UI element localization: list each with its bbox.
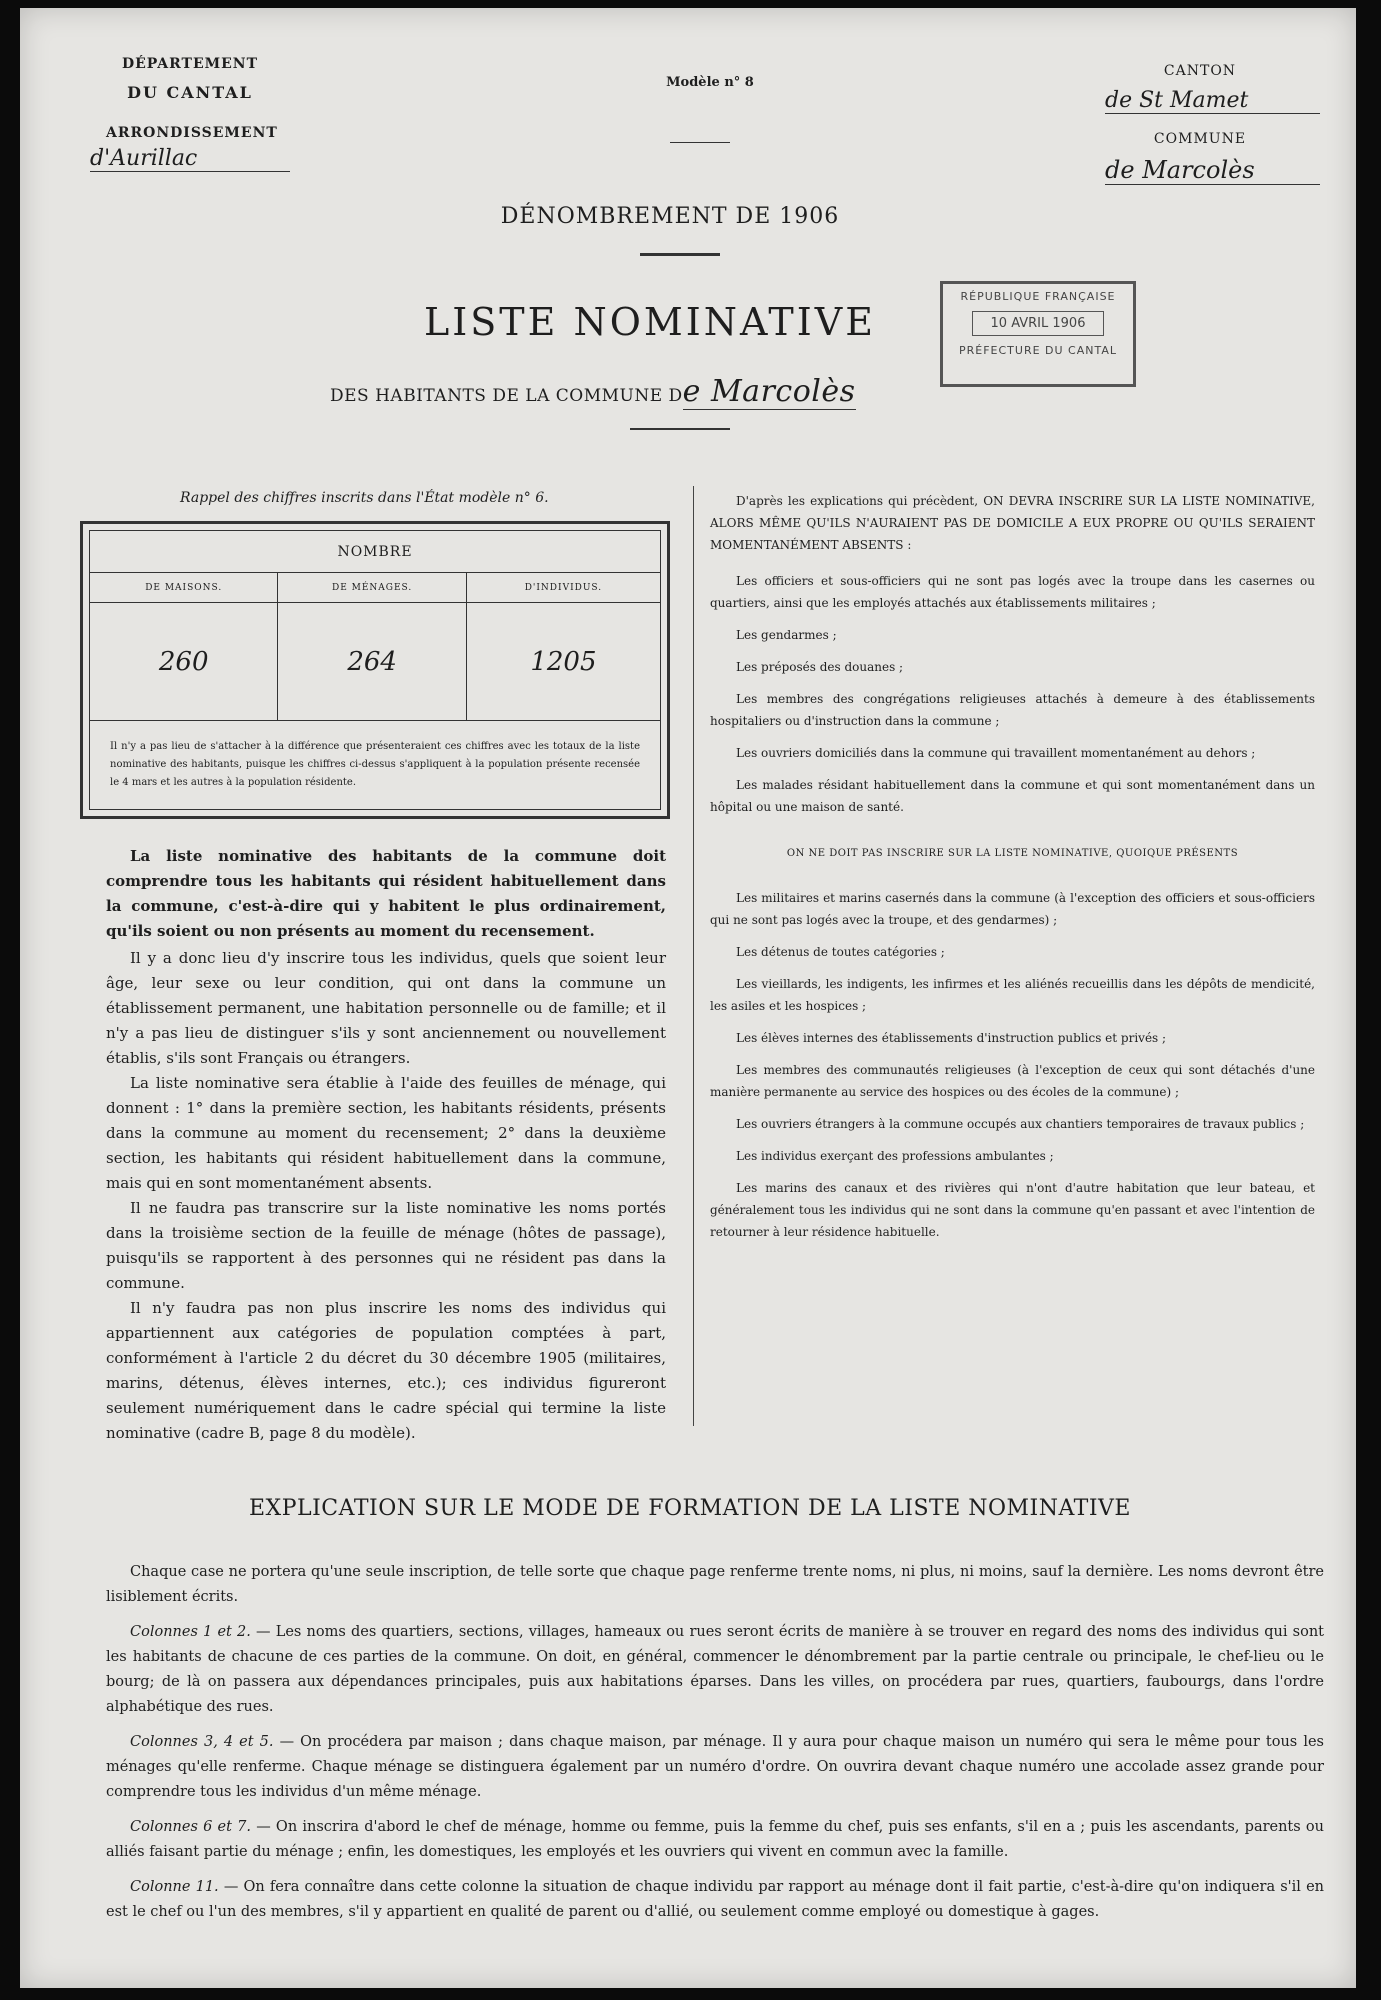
explication-label: Colonnes 6 et 7. <box>130 1819 251 1835</box>
inscrire-item: Les gendarmes ; <box>736 628 837 642</box>
explication-text: — On fera connaître dans cette colonne la situation de chaque individu par rapport au ménage dont il fait partie, c'est-à-dire qu'on indiquera s'il en est le chef ou l'un des membres, s'il y appartient en qualité de parent ou d'allié, ou seulement comme employé ou domestique à gages. <box>106 1879 1325 1920</box>
habitants-prefix: DES HABITANTS DE LA COMMUNE D <box>330 386 683 406</box>
explication-text: — On procédera par maison ; dans chaque maison, par ménage. Il y aura pour chaque maison un numéro qui sera le même pour tous les ménages qu'elle renferme. Chaque ménage se distinguera également par un numéro d'ordre. On ouvrira devant chaque numéro une accolade assez grande pour comprendre tous les individus d'un même ménage. <box>106 1734 1324 1800</box>
commune-label: COMMUNE <box>1153 131 1247 147</box>
explication-item <box>106 1815 1324 1865</box>
ne-pas-item: Les ouvriers étrangers à la commune occupés aux chantiers temporaires de travaux publics ; <box>736 1117 1305 1131</box>
right-column <box>710 490 1315 1253</box>
explication-label: Colonne 11. <box>130 1879 219 1895</box>
prefecture-stamp <box>940 281 1136 387</box>
explication-label: Colonnes 3, 4 et 5. <box>130 1734 274 1750</box>
stamp-top: RÉPUBLIQUE FRANÇAISE <box>960 290 1116 303</box>
liste-nominative-title: LISTE NOMINATIVE <box>424 300 876 344</box>
habitants-commune-hand: e Marcolès <box>682 374 856 409</box>
left-paragraph: Il y a donc lieu d'y inscrire tous les individus, quels que soient leur âge, leur sexe ou leur condition, qui ont dans la commune un établissement permanent, une habitation personnelle ou de famille; et il n'y a pas lieu de distinguer s'ils y sont anciennement ou nouvellement établis, s'ils sont Français ou étrangers. <box>106 949 666 1067</box>
arrondissement-value: d'Aurillac <box>90 146 290 172</box>
inscrire-item: Les ouvriers domiciliés dans la commune qui travaillent momentanément au dehors ; <box>736 746 1256 760</box>
col-individus: D'INDIVIDUS. <box>466 573 660 603</box>
inscrire-item: Les malades résidant habituellement dans la commune et qui sont momentanément dans un hôpital ou une maison de santé. <box>710 778 1315 814</box>
commune-value: de Marcolès <box>1105 156 1320 185</box>
explication-intro: Chaque case ne portera qu'une seule inscription, de telle sorte que chaque page renferme trente noms, ni plus, ni moins, sauf la dernière. Les noms devront être lisiblement écrits. <box>106 1564 1324 1605</box>
subtitle-ornament <box>630 428 730 430</box>
left-paragraph: Il ne faudra pas transcrire sur la liste nominative les noms portés dans la troisième section de la feuille de ménage (hôtes de passage), puisqu'ils se rapportent à des personnes qui ne résident pas dans la commune. <box>106 1199 666 1292</box>
title-ornament <box>640 253 720 256</box>
nombre-note: Il n'y a pas lieu de s'attacher à la différence que présenteraient ces chiffres avec les totaux de la liste nominative des habitants, puisque les chiffres ci-dessus s'appliquent à la population présente recensée le 4 mars et les autres à la population résidente. <box>90 721 661 810</box>
left-paragraph: Il n'y faudra pas non plus inscrire les noms des individus qui appartiennent aux catégories de population comptées à part, conformément à l'article 2 du décret du 30 décembre 1905 (militaires, marins, détenus, élèves internes, etc.); ces individus figureront seulement numériquement dans le cadre spécial qui termine la liste nominative (cadre B, page 8 du modèle). <box>106 1299 666 1442</box>
rappel-text: Rappel des chiffres inscrits dans l'État modèle n° 6. <box>180 490 549 506</box>
stamp-bottom: PRÉFECTURE DU CANTAL <box>958 344 1117 357</box>
value-individus: 1205 <box>466 603 660 721</box>
ne-pas-item: Les membres des communautés religieuses (à l'exception de ceux qui sont détachés d'une manière permanente au service des hospices ou des écoles de la commune) ; <box>710 1063 1315 1099</box>
stamp-date: 10 AVRIL 1906 <box>972 311 1104 336</box>
ne-pas-item: Les marins des canaux et des rivières qui n'ont d'autre habitation que leur bateau, et généralement tous les individus qui ne sont dans la commune qu'en passant et avec l'intention de retourner à leur résidence habituelle. <box>710 1181 1315 1239</box>
habitants-subtitle <box>330 374 856 409</box>
ne-pas-title: ON NE DOIT PAS INSCRIRE SUR LA LISTE NOMINATIVE, QUOIQUE PRÉSENTS <box>786 848 1239 859</box>
col-maisons: DE MAISONS. <box>90 573 278 603</box>
ne-pas-item: Les détenus de toutes catégories ; <box>736 945 945 959</box>
explication-item <box>106 1620 1324 1720</box>
left-paragraphs <box>106 844 666 1446</box>
col-menages: DE MÉNAGES. <box>278 573 466 603</box>
ne-pas-item: Les vieillards, les indigents, les infirmes et les aliénés recueillis dans les dépôts de mendicité, les asiles et les hospices ; <box>710 977 1315 1013</box>
departement-label: DÉPARTEMENT <box>121 56 259 72</box>
right-intro: D'après les explications qui précèdent, ON DEVRA INSCRIRE SUR LA LISTE NOMINATIVE, ALORS MÊME QU'ILS N'AURAIENT PAS DE DOMICILE A EUX PROPRE OU QU'ILS SERAIENT MOMENTANÉMENT ABSENTS : <box>710 494 1315 552</box>
explication-item <box>106 1730 1324 1805</box>
nombre-title: NOMBRE <box>90 531 661 573</box>
modele-number: Modèle n° 8 <box>666 75 754 90</box>
ne-pas-item: Les individus exerçant des professions ambulantes ; <box>736 1149 1054 1163</box>
nombre-table <box>89 530 661 810</box>
divider <box>670 142 730 143</box>
explication-text: — On inscrira d'abord le chef de ménage, homme ou femme, puis la femme du chef, puis ses enfants, s'il en a ; puis les ascendants, parents ou alliés faisant partie du ménage ; enfin, les domestiques, les employés et les ouvriers qui vivent en commun avec la famille. <box>106 1819 1324 1860</box>
explication-item <box>106 1875 1324 1925</box>
ne-pas-item: Les élèves internes des établissements d'instruction publics et privés ; <box>736 1031 1167 1045</box>
value-maisons: 260 <box>90 603 278 721</box>
canton-label: CANTON <box>1163 63 1237 79</box>
nombre-frame <box>80 521 670 819</box>
ne-pas-item: Les militaires et marins casernés dans la commune (à l'exception des officiers et sous-officiers qui ne sont pas logés avec la troupe, et des gendarmes) ; <box>710 891 1315 927</box>
explication-body <box>106 1560 1324 1925</box>
inscrire-item: Les préposés des douanes ; <box>736 660 904 674</box>
explication-text: — Les noms des quartiers, sections, villages, hameaux ou rues seront écrits de manière à se trouver en regard des noms des individus qui sont les habitants de chacune de ces parties de la commune. On doit, en général, commencer le dénombrement par la partie centrale ou principale, le chef-lieu ou le bourg; de là on passera aux dépendances principales, puis aux habitations éparses. Dans les villes, on procédera par rues, quartiers, faubourgs, dans l'ordre alphabétique des rues. <box>106 1624 1325 1715</box>
departement-value: DU CANTAL <box>127 83 253 102</box>
left-paragraph: La liste nominative des habitants de la commune doit comprendre tous les habitants qui résident habituellement dans la commune, c'est-à-dire qui y habitent le plus ordinairement, qu'ils soient ou non présents au moment du recensement. <box>106 847 666 940</box>
canton-value: de St Mamet <box>1105 88 1320 114</box>
inscrire-item: Les officiers et sous-officiers qui ne sont pas logés avec la troupe dans les casernes ou quartiers, ainsi que les employés attachés aux établissements militaires ; <box>710 574 1315 610</box>
value-menages: 264 <box>278 603 466 721</box>
denombrement-title: DÉNOMBREMENT DE 1906 <box>500 204 840 229</box>
left-paragraph: La liste nominative sera établie à l'aide des feuilles de ménage, qui donnent : 1° dans la première section, les habitants résidents, présents dans la commune au moment du recensement; 2° dans la deuxième section, les habitants qui résident habituellement dans la commune, mais qui en sont momentanément absents. <box>106 1074 666 1192</box>
explication-title: EXPLICATION SUR LE MODE DE FORMATION DE LA LISTE NOMINATIVE <box>248 1496 1131 1521</box>
explication-label: Colonnes 1 et 2. <box>130 1624 251 1640</box>
arrondissement-label: ARRONDISSEMENT <box>106 125 278 141</box>
document-page <box>20 8 1356 1988</box>
inscrire-item: Les membres des congrégations religieuses attachés à demeure à des établissements hospitaliers ou d'instruction dans la commune ; <box>710 692 1315 728</box>
column-divider <box>693 486 694 1426</box>
